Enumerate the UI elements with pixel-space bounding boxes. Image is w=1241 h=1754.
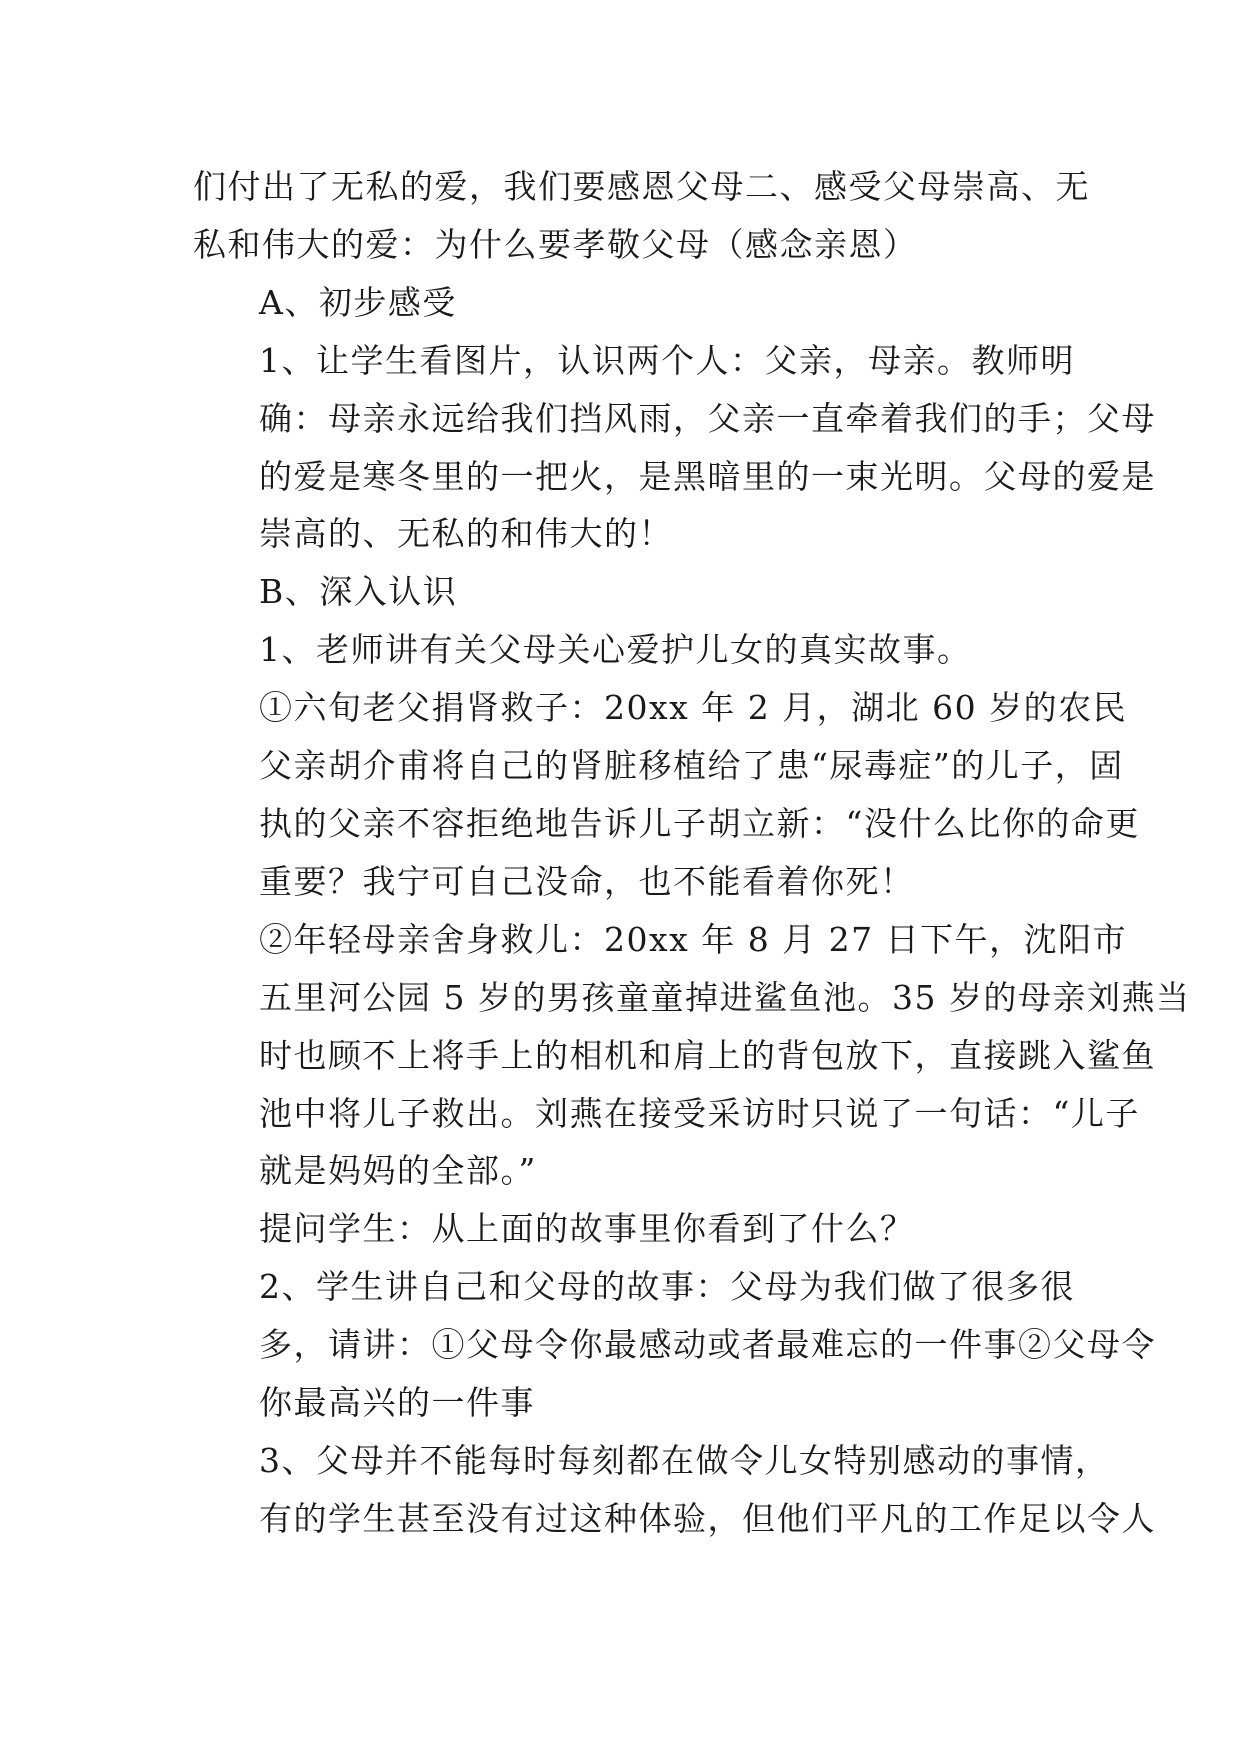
paragraph	[193, 1432, 1156, 1548]
text-line: 1、老师讲有关父母关心爱护儿女的真实故事。	[259, 630, 972, 670]
text-line: 五里河公园 5 岁的男孩童童掉进鲨鱼池。35 岁的母亲刘燕当	[259, 977, 1191, 1017]
paragraph	[193, 911, 1191, 1201]
text-line: 提问学生：从上面的故事里你看到了什么？	[259, 1209, 915, 1249]
text-line: 执的父亲不容拒绝地告诉儿子胡立新：“没什么比你的命更	[259, 803, 1140, 843]
text-line: ①六旬老父捐肾救子：20xx 年 2 月，湖北 60 岁的农民	[259, 688, 1128, 728]
paragraph	[193, 158, 1090, 274]
text-line: 崇高的、无私的和伟大的！	[259, 514, 673, 554]
text-line: A、初步感受	[259, 282, 457, 322]
text-line: 3、父母并不能每时每刻都在做令儿女特别感动的事情，	[259, 1440, 1110, 1480]
paragraph	[193, 621, 1053, 679]
text-line: 私和伟大的爱：为什么要孝敬父母（感念亲恩）	[193, 224, 918, 264]
paragraph	[193, 1258, 1156, 1432]
text-line: ②年轻母亲舍身救儿：20xx 年 8 月 27 日下午，沈阳市	[259, 919, 1128, 959]
paragraph	[193, 563, 1053, 621]
document-body	[193, 158, 1191, 1548]
text-line: 父亲胡介甫将自己的肾脏移植给了患“尿毒症”的儿子，固	[259, 746, 1124, 786]
text-line: 们付出了无私的爱，我们要感恩父母二、感受父母崇高、无	[193, 167, 1090, 206]
text-line: B、深入认识	[259, 572, 458, 612]
text-line: 1、让学生看图片，认识两个人：父亲，母亲。教师明	[259, 340, 1075, 380]
text-line: 你最高兴的一件事	[259, 1383, 535, 1423]
text-line: 池中将儿子救出。刘燕在接受采访时只说了一句话：“儿子	[259, 1093, 1140, 1133]
text-line: 有的学生甚至没有过这种体验，但他们平凡的工作足以令人	[259, 1498, 1156, 1538]
text-line: 多，请讲：①父母令你最感动或者最难忘的一件事②父母令	[259, 1325, 1156, 1365]
text-line: 就是妈妈的全部。”	[259, 1151, 537, 1191]
text-line: 2、学生讲自己和父母的故事：父母为我们做了很多很	[259, 1267, 1075, 1307]
paragraph	[193, 679, 1140, 911]
paragraph	[193, 332, 1156, 564]
text-line: 的爱是寒冬里的一把火，是黑暗里的一束光明。父母的爱是	[259, 456, 1156, 496]
text-line: 时也顾不上将手上的相机和肩上的背包放下，直接跳入鲨鱼	[259, 1035, 1156, 1075]
text-line: 重要？我宁可自己没命，也不能看着你死！	[259, 861, 915, 901]
paragraph	[193, 274, 1053, 332]
paragraph	[193, 1200, 1053, 1258]
text-line: 确：母亲永远给我们挡风雨，父亲一直牵着我们的手；父母	[259, 398, 1156, 438]
